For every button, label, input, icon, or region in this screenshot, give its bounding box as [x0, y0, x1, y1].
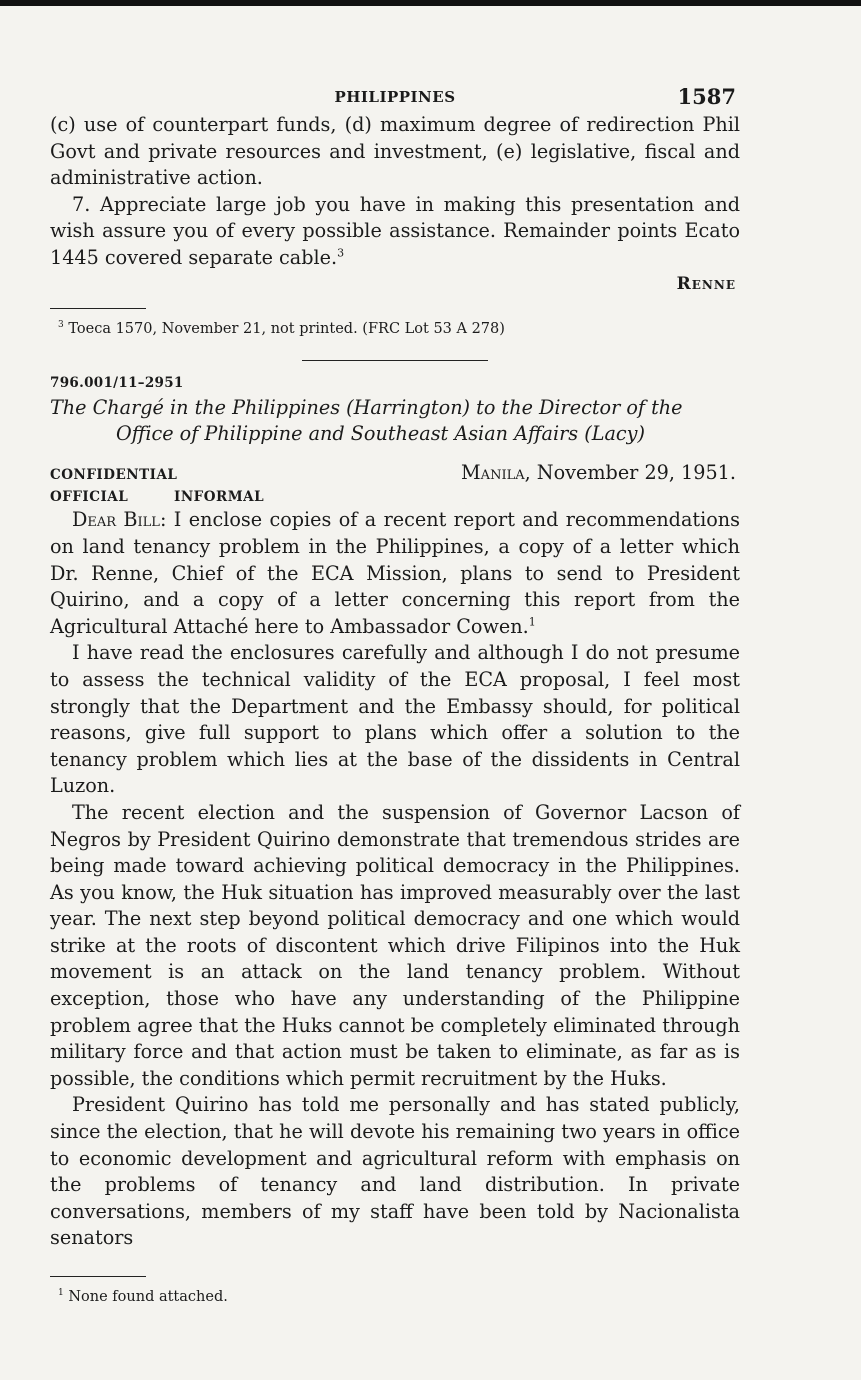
signature: Renne [676, 273, 736, 294]
continued-paragraph-2-text: 7. Appreciate large job you have in making this presentation and wish assure you of every possible assistance. Remainder points Ecato 1445 covered separate cable. [50, 192, 740, 269]
document-title [50, 395, 740, 447]
classification-label: CONFIDENTIAL [50, 467, 178, 484]
handling-official: OFFICIAL [50, 489, 129, 506]
place-date [461, 461, 736, 484]
letter-paragraph-1 [50, 507, 740, 640]
running-title: PHILIPPINES [334, 88, 456, 106]
meta-row [50, 461, 740, 485]
footnote-marker: 1 [58, 1288, 64, 1299]
page-number: 1587 [677, 84, 736, 109]
footnote-1 [50, 1283, 740, 1307]
letter-paragraph-4: President Quirino has told me personally and has stated publicly, since the election, that he will devote his remaining two years in office to economic development and agricultural reform with emphasis on the problems of tenancy and land distribution. In private conversations, members of my staff have been told by Nacionalista senators [50, 1093, 740, 1250]
document-page [50, 82, 740, 1307]
letter-paragraph-1-text: : I enclose copies of a recent report and recommendations on land tenancy problem in the Philippines, a copy of a letter which Dr. Renne, Chief of the ECA Mission, plans to send to President Quirino, and a copy of a letter concerning this report from the Agricultural Attaché here to Ambassador Cowen. [50, 508, 740, 638]
handling-informal: INFORMAL [174, 489, 265, 506]
footnote-text: Toeca 1570, November 21, not printed. (FRC Lot 53 A 278) [68, 320, 505, 337]
file-number: 796.001/11–2951 [50, 375, 184, 392]
footnote-marker: 3 [58, 319, 64, 330]
footnote-rule [50, 1276, 146, 1277]
continued-paragraph-1: (c) use of counterpart funds, (d) maximum degree of redirection Phil Govt and private resources and investment, (e) legislative, fiscal and administrative action. [50, 113, 740, 190]
place: Manila [461, 461, 525, 485]
section-divider [302, 360, 488, 361]
footnote-3 [50, 315, 740, 339]
document-title-line-2: Office of Philippine and Southeast Asian Affairs (Lacy) [116, 422, 645, 446]
page-top-edge [0, 0, 861, 6]
footnote-reference: 3 [337, 246, 345, 260]
date: , November 29, 1951. [524, 461, 736, 485]
letter-paragraph-2: I have read the enclosures carefully and although I do not presume to assess the technical validity of the ECA proposal, I feel most strongly that the Department and the Embassy should, for political reasons, give full support to plans which offer a solution to the tenancy problem which lies at the base of the dissidents in Central Luzon. [50, 641, 740, 798]
salutation: Dear Bill [72, 508, 160, 532]
footnote-rule [50, 308, 146, 309]
document-title-line-1: The Chargé in the Philippines (Harrington) to the Director of the [50, 396, 683, 420]
footnote-text: None found attached. [68, 1288, 228, 1305]
running-head [50, 82, 740, 112]
continued-paragraph-2 [50, 192, 740, 272]
letter-paragraph-3: The recent election and the suspension of Governor Lacson of Negros by President Quirino demonstrate that tremendous strides are being made toward achieving political democracy in the Philippines. As you know, the Huk situation has improved measurably over the last year. The next step beyond political democracy and one which would strike at the roots of discontent which drive Filipinos into the Huk movement is an attack on the land tenancy problem. Without exception, those who have any understanding of the Philippine problem agree that the Huks cannot be completely eliminated through military force and that action must be taken to eliminate, as far as is possible, the conditions which permit recruitment by the Huks. [50, 800, 740, 1090]
handling-row [50, 485, 740, 507]
footnote-reference: 1 [528, 615, 536, 629]
